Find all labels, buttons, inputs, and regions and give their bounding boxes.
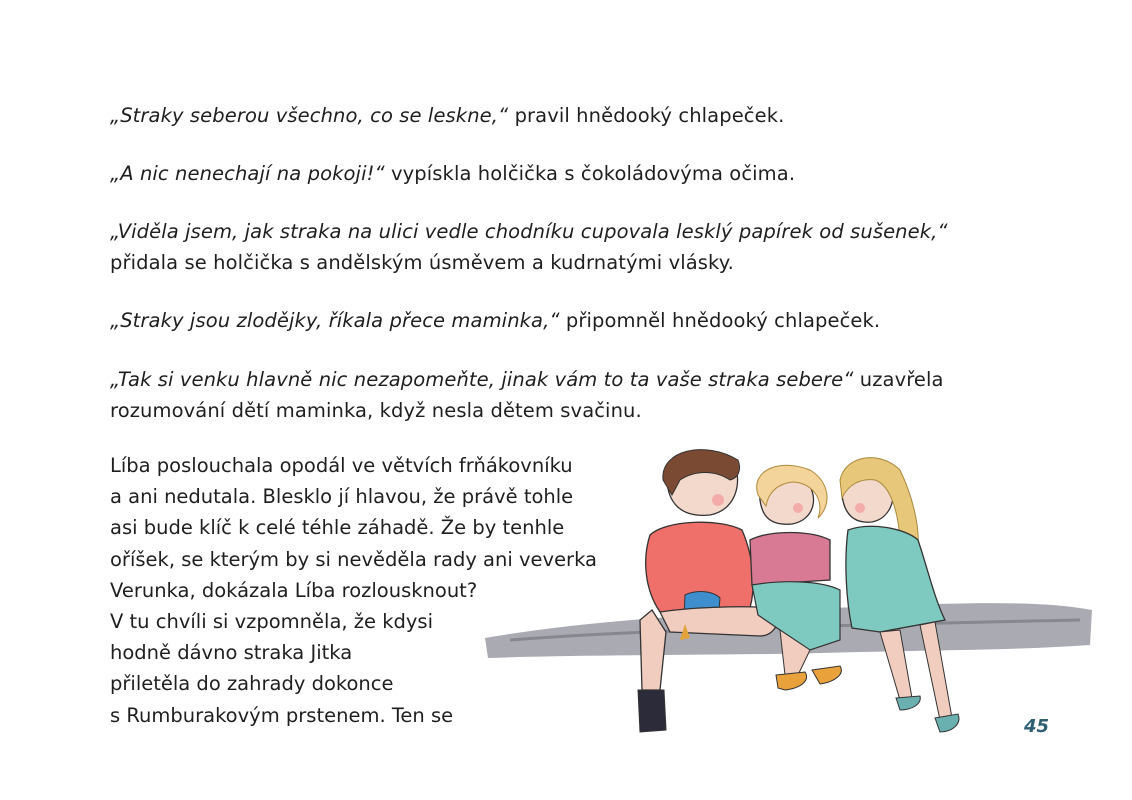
paragraph-5-line-2: rozumování dětí maminka, když nesla dětem svačinu. — [110, 399, 642, 422]
speech-4: „Straky jsou zlodějky, říkala přece maminka,“ — [110, 309, 560, 332]
curly-girl-figure — [750, 465, 841, 690]
page-number: 45 — [1024, 716, 1050, 737]
narrative-line: Líba poslouchala opodál ve větvích frňákovníku — [110, 454, 573, 477]
tail-5: uzavřela — [853, 368, 944, 391]
speech-1: „Straky seberou všechno, co se leskne,“ — [110, 104, 509, 127]
narrative-line: přiletěla do zahrady dokonce — [110, 672, 394, 696]
narrative-line: V tu chvíli si vzpomněla, že kdysi — [110, 610, 434, 634]
tail-1: pravil hnědooký chlapeček. — [508, 104, 785, 127]
narrative-line: hodně dávno straka Jitka — [110, 641, 353, 665]
tail-4: připomněl hnědooký chlapeček. — [559, 309, 881, 332]
paragraph-3 — [110, 216, 948, 278]
tail-2: vypískla holčička s čokoládovýma očima. — [384, 162, 796, 185]
narrative-line: asi bude klíč k celé téhle záhadě. Že by tenhle — [110, 516, 565, 540]
paragraph-1 — [110, 100, 784, 131]
paragraph-3-line-2: přidala se holčička s andělským úsměvem a kudrnatými vlásky. — [110, 251, 734, 274]
paragraph-2 — [110, 158, 795, 189]
children-on-bench-illustration — [480, 440, 1100, 750]
long-haired-girl-figure — [840, 458, 959, 732]
paragraph-4 — [110, 305, 880, 336]
speech-2: „A nic nenechají na pokoji!“ — [110, 162, 385, 185]
narrative-line: oříšek, se kterým by si nevěděla rady ani veverka — [110, 547, 597, 571]
paragraph-5 — [110, 364, 944, 426]
speech-5: „Tak si venku hlavně nic nezapomeňte, jinak vám to ta vaše straka sebere“ — [110, 368, 854, 391]
speech-3: „Viděla jsem, jak straka na ulici vedle chodníku cupovala lesklý papírek od sušenek,“ — [110, 220, 948, 243]
narrative-line: s Rumburakovým prstenem. Ten se — [110, 703, 454, 727]
narrative-line: a ani nedutala. Blesklo jí hlavou, že právě tohle — [110, 485, 574, 509]
narrative-line: Verunka, dokázala Líba rozlousknout? — [110, 578, 478, 602]
